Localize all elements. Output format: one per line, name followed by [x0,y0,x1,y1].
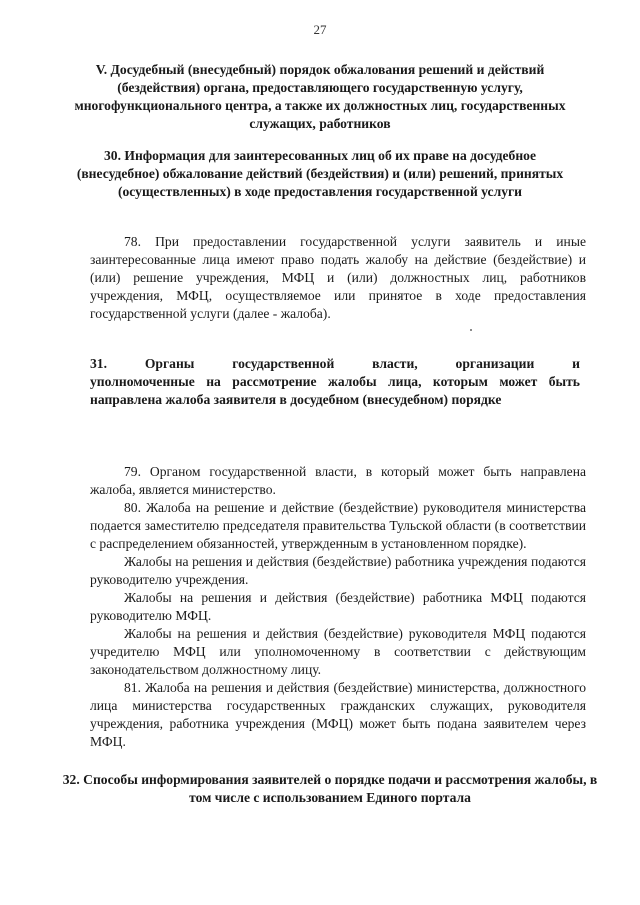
paragraph-78: 78. При предоставлении государственной услуги заявитель и иные заинтересованные лица имеют право подать жалобу на действие (бездействие) и (или) решение учреждения, МФЦ и (или) должностных лиц, работников учреждения, МФЦ, осуществляемое или принятое в ходе предоставления государственной услуги (далее - жалоба). [90,234,586,321]
paragraph-79: 79. Органом государственной власти, в который может быть направлена жалоба, является министерство. [90,464,586,497]
paragraph-81: 81. Жалоба на решения и действия (бездействие) министерства, должностного лица министерства государственных гражданских служащих, руководителя учреждения, работника учреждения (МФЦ) может быть подана заявителем через МФЦ. [90,680,586,749]
subsection-30-title: 30. Информация для заинтересованных лиц об их праве на досудебное (внесудебное) обжалование действий (бездействия) и (или) решений, принятых (осуществленных) в ходе предоставления государственной услуги [76,148,564,199]
subsection-31-line-2: уполномоченные на рассмотрение жалобы лица, которым может быть [90,374,580,389]
subsection-32-title: 32. Способы информирования заявителей о порядке подачи и рассмотрения жалобы, в том числе с использованием Единого портала [62,772,598,805]
paragraph-78-block [90,233,586,323]
paragraph-80: 80. Жалоба на решение и действие (бездействие) руководителя министерства подается заместителю председателя правительства Тульской области (в соответствии с распределением обязанностей, утвержденным в установленном порядке). [90,500,586,551]
page-number: 27 [313,22,327,37]
paragraph-80-mfc-worker: Жалобы на решения и действия (бездействие) работника МФЦ подаются руководителю МФЦ. [90,590,586,623]
scan-speck [470,329,472,331]
paragraphs-79-81-block [90,463,586,751]
subsection-31-title [90,355,580,409]
section-title: V. Досудебный (внесудебный) порядок обжалования решений и действий (бездействия) органа, предоставляющего государственную услугу, многофункционального центра, а также их должностных лиц, государственных служащих, работников [74,62,566,131]
subsection-31-line-3: направлена жалоба заявителя в досудебном (внесудебном) порядке [90,392,502,407]
paragraph-80-mfc-head: Жалобы на решения и действия (бездействие) руководителя МФЦ подаются учредителю МФЦ или уполномоченному в соответствии с действующим законодательством должностному лицу. [90,626,586,677]
paragraph-80-institution: Жалобы на решения и действия (бездействие) работника учреждения подаются руководителю учреждения. [90,554,586,587]
subsection-31-line-1: 31. Органы государственной власти, организации и [90,356,580,371]
